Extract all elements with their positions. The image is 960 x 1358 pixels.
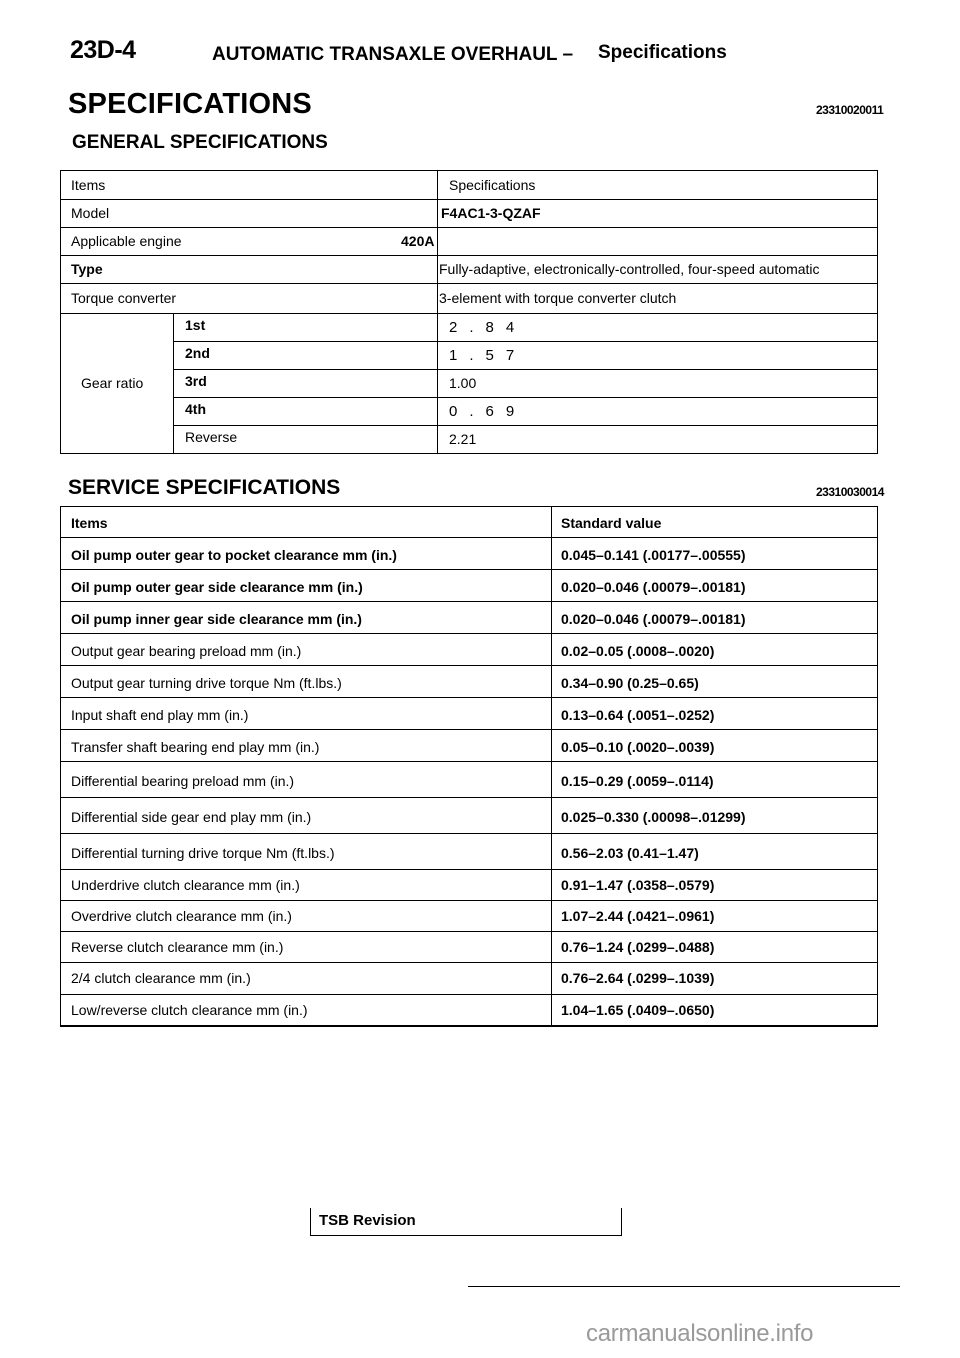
service-item: Oil pump outer gear to pocket clearance mm (in.) bbox=[71, 547, 397, 563]
spec-value: 3-element with torque converter clutch bbox=[439, 290, 677, 306]
gear-name: 3rd bbox=[185, 373, 207, 389]
service-specifications-heading: SERVICE SPECIFICATIONS bbox=[68, 476, 341, 499]
gear-ratio-value: 2.84 bbox=[449, 319, 527, 336]
service-item: Underdrive clutch clearance mm (in.) bbox=[71, 877, 300, 893]
specifications-heading: SPECIFICATIONS bbox=[68, 88, 312, 120]
spec-label: Applicable engine bbox=[71, 233, 182, 249]
spec-label: Type bbox=[71, 261, 103, 277]
gear-name: 1st bbox=[185, 317, 206, 333]
gear-ratio-label: Gear ratio bbox=[81, 375, 144, 391]
service-item: Transfer shaft bearing end play mm (in.) bbox=[71, 739, 320, 755]
service-value: 0.020–0.046 (.00079–.00181) bbox=[561, 611, 746, 627]
service-value: 0.76–1.24 (.0299–.0488) bbox=[561, 939, 715, 955]
column-header-specifications: Specifications bbox=[449, 177, 536, 193]
column-header-items: Items bbox=[71, 515, 108, 531]
spec-label: Model bbox=[71, 205, 110, 221]
section-code: 23D-4 bbox=[70, 36, 136, 64]
service-value: 1.04–1.65 (.0409–.0650) bbox=[561, 1002, 715, 1018]
gear-name: 2nd bbox=[185, 345, 210, 361]
service-item: Oil pump outer gear side clearance mm (in.) bbox=[71, 579, 363, 595]
service-item: Input shaft end play mm (in.) bbox=[71, 707, 249, 723]
footer-divider bbox=[468, 1286, 900, 1287]
tsb-revision-box bbox=[310, 1208, 622, 1236]
service-value: 0.56–2.03 (0.41–1.47) bbox=[561, 845, 699, 861]
service-item: Overdrive clutch clearance mm (in.) bbox=[71, 908, 292, 924]
gear-name: 4th bbox=[185, 401, 206, 417]
service-specifications-code: 23310030014 bbox=[816, 485, 884, 499]
gear-ratio-value: 0.69 bbox=[449, 403, 527, 420]
gear-ratio-value: 1.57 bbox=[449, 347, 527, 364]
spec-value: 420A bbox=[401, 233, 435, 249]
specifications-code: 23310020011 bbox=[816, 103, 884, 117]
service-item: 2/4 clutch clearance mm (in.) bbox=[71, 970, 251, 986]
service-value: 0.91–1.47 (.0358–.0579) bbox=[561, 877, 715, 893]
service-specifications-table bbox=[60, 506, 878, 1027]
spec-value: Fully-adaptive, electronically-controlled, four-speed automatic bbox=[439, 261, 820, 277]
gear-ratio-value: 2.21 bbox=[449, 431, 477, 447]
service-value: 0.020–0.046 (.00079–.00181) bbox=[561, 579, 746, 595]
service-item: Oil pump inner gear side clearance mm (in.) bbox=[71, 611, 362, 627]
service-value: 0.13–0.64 (.0051–.0252) bbox=[561, 707, 715, 723]
service-value: 0.045–0.141 (.00177–.00555) bbox=[561, 547, 746, 563]
column-header-standard-value: Standard value bbox=[561, 515, 662, 531]
spec-label: Torque converter bbox=[71, 290, 177, 306]
service-value: 0.15–0.29 (.0059–.0114) bbox=[561, 773, 714, 789]
service-item: Differential side gear end play mm (in.) bbox=[71, 809, 312, 825]
service-item: Output gear bearing preload mm (in.) bbox=[71, 643, 302, 659]
gear-ratio-value: 1.00 bbox=[449, 375, 477, 391]
general-specifications-table bbox=[60, 170, 878, 454]
spec-value: F4AC1-3-QZAF bbox=[441, 205, 541, 221]
service-value: 0.76–2.64 (.0299–.1039) bbox=[561, 970, 715, 986]
service-item: Differential bearing preload mm (in.) bbox=[71, 773, 295, 789]
service-item: Output gear turning drive torque Nm (ft.lbs.) bbox=[71, 675, 342, 691]
service-item: Low/reverse clutch clearance mm (in.) bbox=[71, 1002, 308, 1018]
page-subtitle: Specifications bbox=[598, 42, 727, 63]
service-value: 0.025–0.330 (.00098–.01299) bbox=[561, 809, 746, 825]
tsb-revision-label: TSB Revision bbox=[319, 1212, 416, 1229]
page-title: AUTOMATIC TRANSAXLE OVERHAUL – bbox=[212, 44, 574, 65]
service-value: 0.05–0.10 (.0020–.0039) bbox=[561, 739, 715, 755]
service-value: 0.34–0.90 (0.25–0.65) bbox=[561, 675, 699, 691]
service-value: 1.07–2.44 (.0421–.0961) bbox=[561, 908, 715, 924]
watermark: carmanualsonline.info bbox=[586, 1320, 814, 1347]
service-item: Reverse clutch clearance mm (in.) bbox=[71, 939, 284, 955]
column-header-items: Items bbox=[71, 177, 106, 193]
gear-name: Reverse bbox=[185, 429, 238, 445]
service-value: 0.02–0.05 (.0008–.0020) bbox=[561, 643, 715, 659]
service-item: Differential turning drive torque Nm (ft.lbs.) bbox=[71, 845, 335, 861]
general-specifications-heading: GENERAL SPECIFICATIONS bbox=[72, 132, 328, 153]
